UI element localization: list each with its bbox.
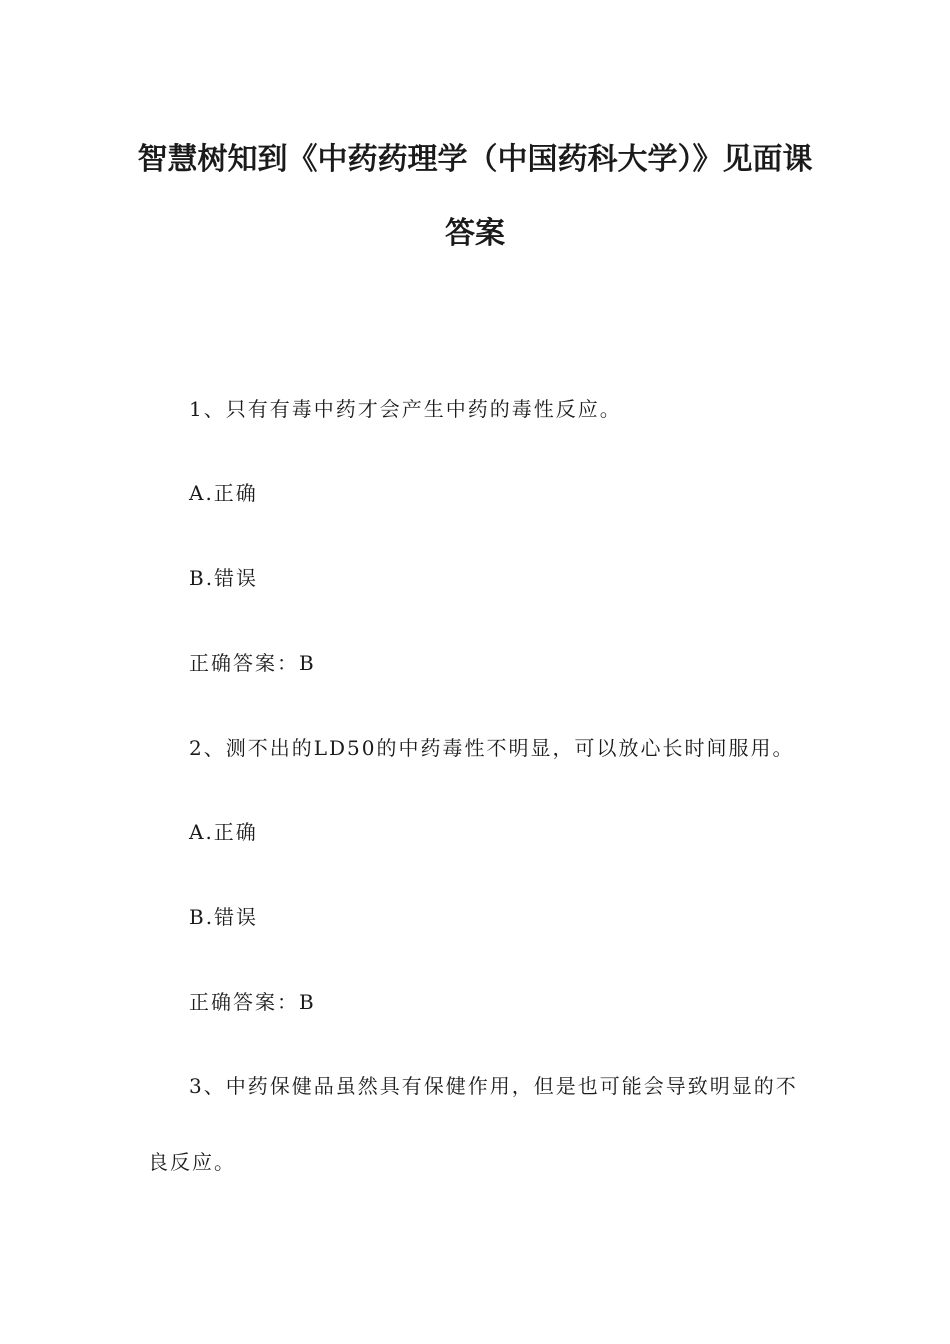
question-2-option-b: B.错误 xyxy=(189,905,259,929)
question-3-stem-line-2: 良反应。 xyxy=(148,1150,236,1174)
question-2-stem: 2、测不出的LD50的中药毒性不明显，可以放心长时间服用。 xyxy=(189,736,795,760)
question-2-answer: 正确答案：B xyxy=(189,990,316,1014)
document-title-line-2: 答案 xyxy=(445,216,505,251)
question-2-option-a: A.正确 xyxy=(189,820,258,844)
question-3-stem-line-1: 3、中药保健品虽然具有保健作用，但是也可能会导致明显的不 xyxy=(189,1074,798,1098)
question-1-option-a: A.正确 xyxy=(189,481,258,505)
question-1-stem: 1、只有有毒中药才会产生中药的毒性反应。 xyxy=(189,397,622,421)
document-title-line-1: 智慧树知到《中药药理学（中国药科大学）》见面课 xyxy=(137,142,813,177)
question-1-option-b: B.错误 xyxy=(189,566,259,590)
question-1-answer: 正确答案：B xyxy=(189,651,316,675)
